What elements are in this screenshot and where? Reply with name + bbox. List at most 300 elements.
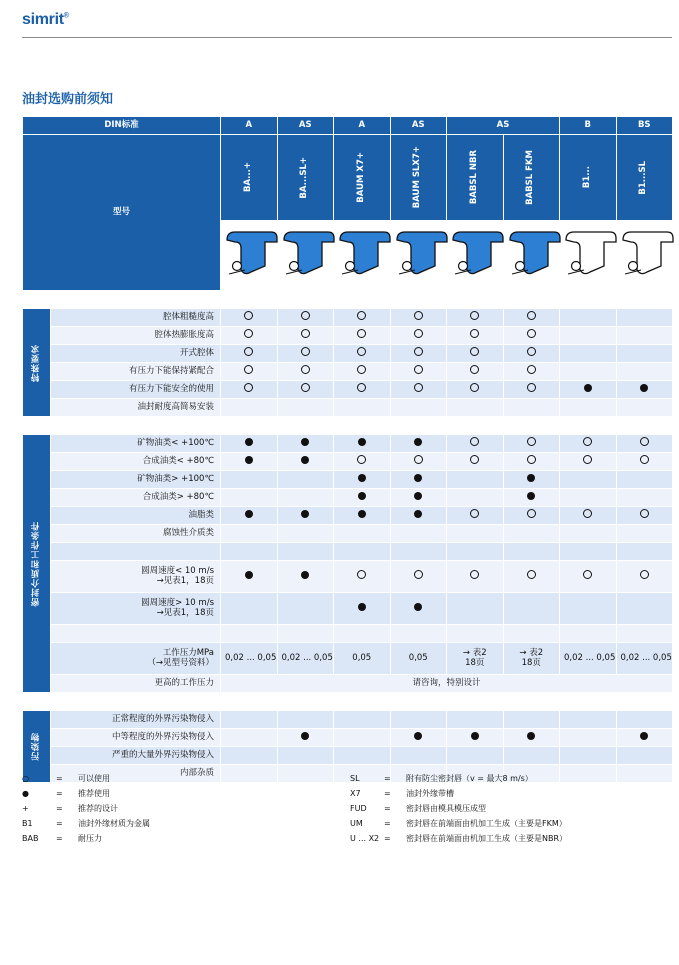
open-circle-icon <box>301 383 310 392</box>
filled-circle-icon <box>358 510 366 518</box>
row-label: 严重的大量外界污染物侵入 <box>51 747 221 765</box>
table-cell <box>221 525 278 543</box>
table-cell <box>334 363 391 381</box>
table-row <box>23 525 673 543</box>
legend-item: SL = 附有防尘密封唇（v = 最大8 m/s） <box>350 774 533 783</box>
section-gap <box>23 693 673 711</box>
open-circle-icon <box>357 365 366 374</box>
table-cell <box>277 561 334 593</box>
open-circle-icon <box>640 437 649 446</box>
table-cell <box>616 309 673 327</box>
table-cell <box>560 399 617 417</box>
table-cell <box>221 747 278 765</box>
table-cell <box>390 327 447 345</box>
table-cell <box>616 765 673 783</box>
table-cell <box>560 363 617 381</box>
table-cell <box>277 489 334 507</box>
model-name: BABSL FKM <box>503 135 560 221</box>
legend-left <box>22 771 150 846</box>
din-standard: BS <box>616 117 673 135</box>
header-divider <box>22 37 672 38</box>
table-cell <box>221 399 278 417</box>
brand-logo: simrit® <box>22 11 69 28</box>
table-row <box>23 543 673 561</box>
table-cell <box>560 543 617 561</box>
table-cell <box>503 309 560 327</box>
table-cell <box>447 543 504 561</box>
table-cell <box>334 327 391 345</box>
row-label: 油脂类 <box>51 507 221 525</box>
filled-circle-icon <box>358 603 366 611</box>
table-cell <box>560 625 617 643</box>
table-cell <box>277 543 334 561</box>
table-cell <box>616 593 673 625</box>
table-cell <box>503 471 560 489</box>
table-cell <box>390 561 447 593</box>
table-cell <box>503 453 560 471</box>
filled-circle-icon <box>301 456 309 464</box>
table-cell <box>616 453 673 471</box>
open-circle-icon <box>244 347 253 356</box>
open-circle-icon <box>640 455 649 464</box>
row-label <box>51 543 221 561</box>
row-label: 有压力下能保持紧配合 <box>51 363 221 381</box>
open-circle-icon <box>357 570 366 579</box>
model-name: BA...SL+ <box>277 135 334 221</box>
open-circle-icon <box>527 437 536 446</box>
legend-item: B1 = 油封外缘材质为金属 <box>22 819 150 828</box>
row-label: 腔体粗糙度高 <box>51 309 221 327</box>
table-cell <box>560 489 617 507</box>
table-cell <box>447 561 504 593</box>
legend-item: FUD = 密封唇由模具模压成型 <box>350 804 486 813</box>
table-cell <box>560 309 617 327</box>
table-row <box>23 561 673 593</box>
filled-circle-icon <box>245 571 253 579</box>
table-cell <box>503 435 560 453</box>
open-circle-icon <box>527 347 536 356</box>
row-label: 内部杂质 <box>51 765 221 783</box>
table-cell <box>221 625 278 643</box>
table-cell <box>221 471 278 489</box>
table-cell <box>616 711 673 729</box>
table-cell <box>390 507 447 525</box>
table-cell <box>447 363 504 381</box>
row-label: 中等程度的外界污染物侵入 <box>51 729 221 747</box>
table-cell <box>560 471 617 489</box>
table-cell <box>616 729 673 747</box>
open-circle-icon <box>414 455 423 464</box>
filled-circle-icon <box>527 732 535 740</box>
seal-profile-icon <box>447 221 504 291</box>
table-cell <box>560 345 617 363</box>
filled-circle-icon <box>358 438 366 446</box>
open-circle-icon <box>244 383 253 392</box>
table-cell: 0,02 ... 0,05 <box>221 643 278 675</box>
table-cell <box>390 729 447 747</box>
din-standard: AS <box>390 117 447 135</box>
page-title: 油封选购前须知 <box>22 92 114 107</box>
table-cell <box>560 593 617 625</box>
table-cell <box>390 489 447 507</box>
table-cell <box>277 345 334 363</box>
row-label: 合成油类< +80℃ <box>51 453 221 471</box>
table-cell <box>221 363 278 381</box>
seal-profile-icon <box>221 221 278 291</box>
table-cell <box>560 327 617 345</box>
section-title: 特殊要求 <box>23 309 51 417</box>
table-cell <box>560 453 617 471</box>
table-row <box>23 747 673 765</box>
table-cell: 0,02 ... 0,05 <box>560 643 617 675</box>
din-standard: AS <box>277 117 334 135</box>
table-cell <box>221 381 278 399</box>
table-cell <box>334 729 391 747</box>
table-cell <box>616 345 673 363</box>
open-circle-icon <box>470 437 479 446</box>
filled-circle-icon <box>584 384 592 392</box>
table-cell <box>221 507 278 525</box>
table-cell <box>277 471 334 489</box>
open-circle-icon <box>357 329 366 338</box>
legend-item: ○ = 可以使用 <box>22 774 110 783</box>
table-cell <box>277 309 334 327</box>
table-row <box>23 675 673 693</box>
table-cell <box>390 543 447 561</box>
table-cell <box>503 345 560 363</box>
table-row <box>23 489 673 507</box>
model-name: B1...SL <box>616 135 673 221</box>
table-cell <box>390 471 447 489</box>
table-cell <box>277 729 334 747</box>
row-label: 矿物油类> +100℃ <box>51 471 221 489</box>
table-cell <box>221 765 278 783</box>
table-row <box>23 327 673 345</box>
open-circle-icon <box>301 347 310 356</box>
legend-item: X7 = 油封外缘带槽 <box>350 789 454 798</box>
din-standard: A <box>221 117 278 135</box>
table-cell <box>334 471 391 489</box>
table-cell <box>616 489 673 507</box>
table-cell <box>277 327 334 345</box>
table-cell <box>503 489 560 507</box>
table-row <box>23 471 673 489</box>
table-cell <box>334 453 391 471</box>
table-row <box>23 381 673 399</box>
open-circle-icon <box>414 383 423 392</box>
open-circle-icon <box>583 509 592 518</box>
open-circle-icon <box>640 509 649 518</box>
table-cell <box>616 747 673 765</box>
table-cell <box>447 399 504 417</box>
open-circle-icon <box>301 365 310 374</box>
table-cell <box>334 345 391 363</box>
table-cell <box>334 561 391 593</box>
table-cell <box>277 747 334 765</box>
seal-profile-icon <box>277 221 334 291</box>
open-circle-icon <box>301 329 310 338</box>
table-cell <box>390 593 447 625</box>
open-circle-icon <box>527 383 536 392</box>
open-circle-icon <box>414 311 423 320</box>
table-cell: 0,02 ... 0,05 <box>277 643 334 675</box>
row-label: 有压力下能安全的使用 <box>51 381 221 399</box>
model-name: B1... <box>560 135 617 221</box>
filled-circle-icon <box>301 438 309 446</box>
table-cell <box>447 747 504 765</box>
open-circle-icon <box>357 383 366 392</box>
table-row <box>23 309 673 327</box>
open-circle-icon <box>527 311 536 320</box>
open-circle-icon <box>414 570 423 579</box>
open-circle-icon <box>527 455 536 464</box>
table-cell <box>334 593 391 625</box>
row-label: 腔体热膨胀度高 <box>51 327 221 345</box>
table-row <box>23 711 673 729</box>
table-cell <box>560 507 617 525</box>
model-name: BABSL NBR <box>447 135 504 221</box>
table-cell <box>560 525 617 543</box>
table-cell <box>447 525 504 543</box>
filled-circle-icon <box>301 510 309 518</box>
section-title: 污染物 <box>23 711 51 783</box>
open-circle-icon <box>527 365 536 374</box>
filled-circle-icon <box>301 732 309 740</box>
table-cell <box>616 507 673 525</box>
table-cell <box>334 309 391 327</box>
table-cell <box>277 453 334 471</box>
table-cell <box>334 543 391 561</box>
open-circle-icon <box>414 329 423 338</box>
table-row <box>23 345 673 363</box>
table-cell <box>560 381 617 399</box>
table-cell <box>447 711 504 729</box>
model-label: 型号 <box>23 135 221 291</box>
open-circle-icon <box>357 347 366 356</box>
table-cell <box>390 711 447 729</box>
table-cell <box>447 471 504 489</box>
table-cell <box>503 593 560 625</box>
open-circle-icon <box>640 570 649 579</box>
filled-circle-icon <box>245 510 253 518</box>
table-cell <box>616 435 673 453</box>
table-cell <box>334 381 391 399</box>
table-cell <box>277 381 334 399</box>
table-cell <box>503 711 560 729</box>
table-row <box>23 399 673 417</box>
open-circle-icon <box>470 329 479 338</box>
open-circle-icon <box>414 365 423 374</box>
table-cell <box>221 453 278 471</box>
table-row <box>23 593 673 625</box>
table-row <box>23 453 673 471</box>
row-label: 矿物油类< +100℃ <box>51 435 221 453</box>
table-cell: 0,05 <box>390 643 447 675</box>
open-circle-icon <box>414 347 423 356</box>
table-cell <box>390 435 447 453</box>
table-cell <box>390 399 447 417</box>
table-row <box>23 435 673 453</box>
table-cell <box>277 399 334 417</box>
legend-item: + = 推荐的设计 <box>22 804 118 813</box>
open-circle-icon <box>244 365 253 374</box>
table-cell: 0,02 ... 0,05 <box>616 643 673 675</box>
table-cell <box>334 489 391 507</box>
open-circle-icon <box>470 570 479 579</box>
row-label: 油封耐度高简易安装 <box>51 399 221 417</box>
table-cell <box>503 543 560 561</box>
filled-circle-icon <box>245 456 253 464</box>
table-cell <box>503 747 560 765</box>
filled-circle-icon <box>471 732 479 740</box>
open-circle-icon <box>583 455 592 464</box>
table-cell <box>447 625 504 643</box>
din-standard: A <box>334 117 391 135</box>
table-cell <box>334 525 391 543</box>
filled-circle-icon <box>527 474 535 482</box>
legend-item: UM = 密封唇在前端面由机加工生成（主要是FKM） <box>350 819 567 828</box>
table-cell <box>447 345 504 363</box>
table-cell <box>447 489 504 507</box>
table-cell <box>447 729 504 747</box>
table-row <box>23 363 673 381</box>
table-cell <box>616 399 673 417</box>
filled-circle-icon <box>527 492 535 500</box>
table-cell <box>447 507 504 525</box>
table-row <box>23 729 673 747</box>
table-cell <box>221 489 278 507</box>
table-cell <box>334 435 391 453</box>
seal-profile-icon <box>616 221 673 291</box>
table-cell <box>447 381 504 399</box>
section-title: 密封介质和工作条件 <box>23 435 51 693</box>
table-cell <box>334 625 391 643</box>
table-cell <box>616 363 673 381</box>
open-circle-icon <box>244 329 253 338</box>
table-cell <box>616 625 673 643</box>
model-name: BAUM SLX7+ <box>390 135 447 221</box>
table-cell <box>560 711 617 729</box>
table-cell <box>334 399 391 417</box>
model-name: BA...+ <box>221 135 278 221</box>
table-row <box>23 643 673 675</box>
table-cell <box>616 525 673 543</box>
filled-circle-icon <box>414 732 422 740</box>
row-label: 工作压力MPa （→见型号资料） <box>51 643 221 675</box>
open-circle-icon <box>470 347 479 356</box>
table-cell: → 表2 18页 <box>503 643 560 675</box>
selection-table <box>22 116 673 783</box>
legend-item: BAB = 耐压力 <box>22 834 102 843</box>
row-label: 开式腔体 <box>51 345 221 363</box>
row-label: 腐蚀性介质类 <box>51 525 221 543</box>
filled-circle-icon <box>358 492 366 500</box>
table-cell <box>390 309 447 327</box>
open-circle-icon <box>470 509 479 518</box>
filled-circle-icon <box>301 571 309 579</box>
table-row <box>23 507 673 525</box>
din-label: DIN标准 <box>23 117 221 135</box>
table-cell <box>390 453 447 471</box>
table-cell <box>447 435 504 453</box>
table-cell <box>616 471 673 489</box>
table-cell <box>616 543 673 561</box>
legend-right <box>350 771 567 846</box>
table-cell <box>447 309 504 327</box>
open-circle-icon <box>527 509 536 518</box>
table-cell <box>503 729 560 747</box>
table-cell <box>447 453 504 471</box>
table-cell <box>334 747 391 765</box>
table-cell <box>447 327 504 345</box>
filled-circle-icon <box>414 603 422 611</box>
table-row <box>23 625 673 643</box>
seal-profile-icon <box>390 221 447 291</box>
row-label: 合成油类> +80℃ <box>51 489 221 507</box>
table-cell <box>221 711 278 729</box>
table-cell <box>503 561 560 593</box>
table-cell <box>221 435 278 453</box>
table-cell <box>390 381 447 399</box>
table-cell <box>390 525 447 543</box>
table-cell <box>390 747 447 765</box>
section-gap <box>23 417 673 435</box>
open-circle-icon <box>301 311 310 320</box>
row-label: 更高的工作压力 <box>51 675 221 693</box>
table-cell <box>277 765 334 783</box>
table-cell <box>616 327 673 345</box>
table-cell <box>503 625 560 643</box>
table-cell <box>221 327 278 345</box>
din-standard: B <box>560 117 617 135</box>
table-cell: 0,05 <box>334 643 391 675</box>
filled-circle-icon <box>414 474 422 482</box>
filled-circle-icon <box>640 732 648 740</box>
seal-profile-icon <box>334 221 391 291</box>
table-cell <box>560 435 617 453</box>
model-name: BAUM X7+ <box>334 135 391 221</box>
filled-circle-icon <box>414 510 422 518</box>
table-cell <box>616 561 673 593</box>
table-cell <box>560 747 617 765</box>
table-cell <box>560 561 617 593</box>
row-label: 圆周速度< 10 m/s →见表1，18页 <box>51 561 221 593</box>
table-cell <box>503 327 560 345</box>
table-cell <box>390 625 447 643</box>
filled-circle-icon <box>414 492 422 500</box>
row-label <box>51 625 221 643</box>
filled-circle-icon <box>245 438 253 446</box>
table-cell <box>221 561 278 593</box>
open-circle-icon <box>357 311 366 320</box>
open-circle-icon <box>470 383 479 392</box>
table-cell <box>334 711 391 729</box>
table-cell <box>221 729 278 747</box>
seal-profile-icon <box>560 221 617 291</box>
table-cell <box>503 525 560 543</box>
open-circle-icon <box>527 570 536 579</box>
open-circle-icon <box>470 365 479 374</box>
seal-profile-icon <box>503 221 560 291</box>
table-cell <box>334 507 391 525</box>
table-cell <box>390 345 447 363</box>
table-cell <box>221 345 278 363</box>
filled-circle-icon <box>358 474 366 482</box>
table-cell <box>221 543 278 561</box>
row-note: 请咨询，特别设计 <box>221 675 673 693</box>
open-circle-icon <box>583 570 592 579</box>
table-cell <box>503 363 560 381</box>
